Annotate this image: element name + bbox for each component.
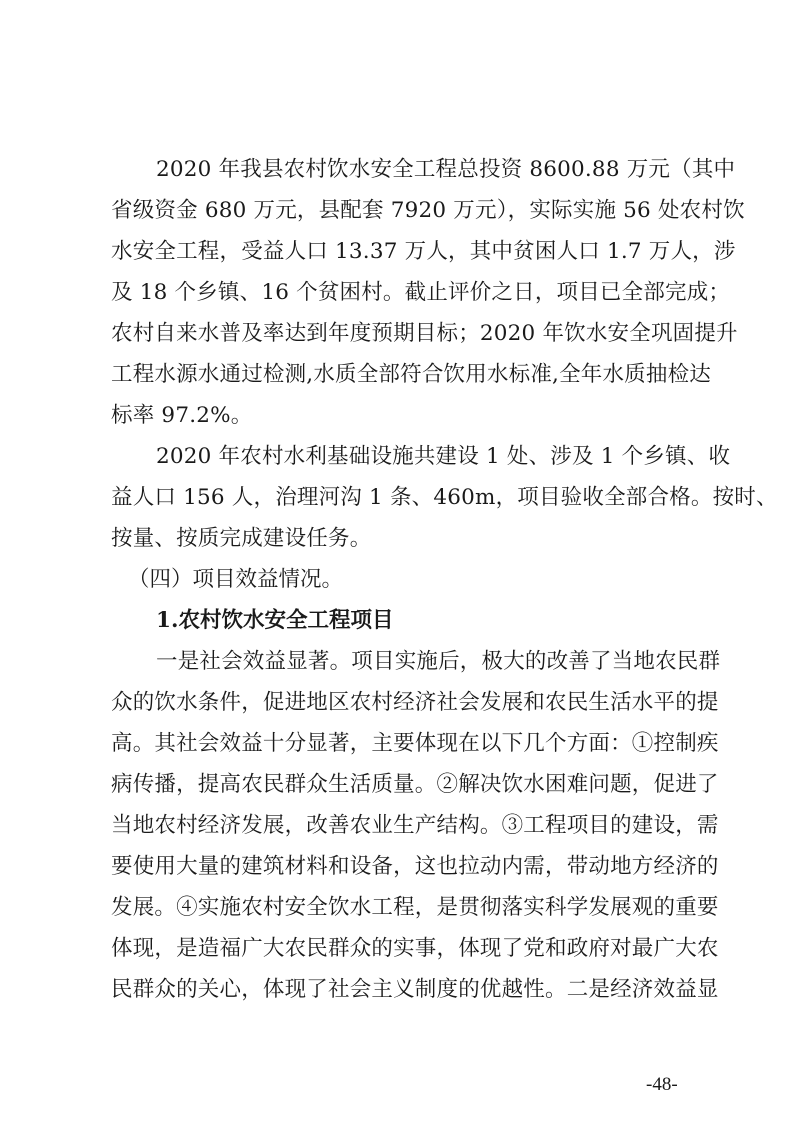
paragraph-2-line-2: 益人口 156 人，治理河沟 1 条、460m，项目验收全部合格。按时、 [111,485,778,510]
paragraph-1-line-6: 工程水源水通过检测,水质全部符合饮用水标准,全年水质抽检达 [111,362,711,387]
paragraph-1-line-7: 标率 97.2%。 [111,403,253,428]
paragraph-3-line-7: 发展。④实施农村安全饮水工程，是贯彻落实科学发展观的重要 [111,895,719,920]
subsection-heading: 1.农村饮水安全工程项目 [156,608,394,633]
paragraph-2-line-3: 按量、按质完成建设任务。 [111,526,372,551]
paragraph-3-line-4: 病传播，提高农民群众生活质量。②解决饮水困难问题，促进了 [111,772,719,797]
paragraph-3-line-9: 民群众的关心，体现了社会主义制度的优越性。二是经济效益显 [111,977,719,1002]
paragraph-1-line-2: 省级资金 680 万元，县配套 7920 万元），实际实施 56 处农村饮 [111,198,745,223]
page-number: -48- [646,1074,678,1095]
paragraph-1-line-3: 水安全工程，受益人口 13.37 万人，其中贫困人口 1.7 万人，涉 [111,239,736,264]
section-heading: （四）项目效益情况。 [128,567,344,592]
paragraph-3-line-1: 一是社会效益显著。项目实施后，极大的改善了当地农民群 [156,649,721,674]
paragraph-3-line-2: 众的饮水条件，促进地区农村经济社会发展和农民生活水平的提 [111,690,719,715]
paragraph-1-line-5: 农村自来水普及率达到年度预期目标；2020 年饮水安全巩固提升 [111,321,738,346]
paragraph-3-line-5: 当地农村经济发展，改善农业生产结构。③工程项目的建设，需 [111,813,719,838]
paragraph-3-line-6: 要使用大量的建筑材料和设备，这也拉动内需，带动地方经济的 [111,854,719,879]
paragraph-2-line-1: 2020 年农村水利基础设施共建设 1 处、涉及 1 个乡镇、收 [156,444,731,469]
paragraph-1-line-4: 及 18 个乡镇、16 个贫困村。截止评价之日，项目已全部完成； [111,280,731,305]
paragraph-3-line-8: 体现，是造福广大农民群众的实事，体现了党和政府对最广大农 [111,936,719,961]
paragraph-3-line-3: 高。其社会效益十分显著，主要体现在以下几个方面：①控制疾 [111,731,719,756]
paragraph-1-line-1: 2020 年我县农村饮水安全工程总投资 8600.88 万元（其中 [156,157,736,182]
